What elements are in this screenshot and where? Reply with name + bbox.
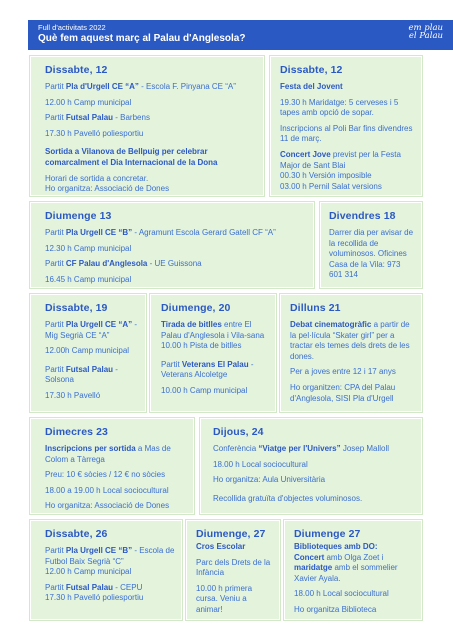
- event-line: Conferència “Viatge per l'Univers” Josep Malloll: [213, 444, 390, 453]
- event-line: Concert Jove previst per la Festa Major de Sant Blai: [280, 149, 401, 170]
- event-card-sun27-cross: [186, 520, 280, 620]
- event-organizer: Ho organitzen: CPA del Palau d'Anglesola, SISI Pla d'Urgell: [290, 382, 396, 403]
- event-line: Per a joves entre 12 i 17 anys: [290, 367, 396, 377]
- event-line: Inscripcions per sortida a Mas de Colom a Tàrrega: [45, 444, 171, 464]
- event-time: Horari de sortida a concretar.: [45, 173, 149, 183]
- event-line: Recollida gratuïta d'objectes voluminosos.: [213, 493, 363, 503]
- event-line: Partit Pla Urgell CE “B” - Escola de Futbol Baix Segrià “C”: [45, 546, 175, 566]
- event-title: Festa del Jovent: [280, 82, 343, 91]
- event-time: 12.00 h Camp municipal: [45, 97, 132, 107]
- card-heading: Dissabte, 12: [280, 64, 343, 76]
- card-heading: Diumenge, 20: [161, 302, 231, 314]
- event-card-wed23: [30, 418, 194, 514]
- event-time: 16.45 h Camp municipal: [45, 274, 132, 284]
- event-line: Parc dels Drets de la Infància: [196, 557, 271, 578]
- card-heading: Dissabte, 12: [45, 64, 108, 76]
- event-time: 18.00 h Local sociocultural: [294, 589, 389, 599]
- logo-line-1: em plau: [408, 23, 443, 33]
- event-line: Tirada de bitlles entre El Palau d'Anglesola i Vila-sana: [161, 320, 265, 340]
- event-time: 17.30 h Pavelló poliesportiu: [45, 593, 144, 603]
- card-heading: Dissabte, 26: [45, 528, 108, 540]
- card-heading: Dijous, 24: [213, 426, 264, 438]
- card-heading: Dimecres 23: [45, 426, 108, 438]
- event-organizer: Ho organitza Biblioteca: [294, 604, 377, 614]
- event-card-sat19: [30, 294, 146, 412]
- event-time: 17.30 h Pavelló poliesportiu: [45, 128, 144, 138]
- event-card-fri18: [320, 202, 422, 288]
- event-card-sat26: [30, 520, 182, 620]
- card-heading: Diumenge 13: [45, 210, 112, 222]
- event-price: Preu: 10 € sòcies / 12 € no sòcies: [45, 470, 166, 480]
- event-organizer: Ho organitza: Aula Universitària: [213, 475, 326, 485]
- card-heading: Dissabte, 19: [45, 302, 108, 314]
- event-line: Concert amb Olga Zoet i maridatge amb el sommelier Xavier Ayala.: [294, 552, 398, 583]
- event-line: Darrer dia per avisar de la recollida de voluminosos. Oficines Casa de la Vila: 973 601 314: [329, 228, 414, 280]
- event-line: Partit Futsal Palau - Solsona: [45, 364, 118, 385]
- event-organizer: Ho organitza: Associació de Dones: [45, 184, 170, 194]
- event-card-thu24: [200, 418, 422, 514]
- logo-line-2: el Palau: [408, 31, 443, 41]
- event-line: Partit Veterans El Palau - Veterans Alcoletge: [161, 359, 254, 380]
- event-title: Cros Escolar: [196, 542, 246, 551]
- event-line: Partit Pla d'Urgell CE “A” - Escola F. Pinyana CE “A”: [45, 82, 236, 91]
- event-line: Partit Pla Urgell CE “B” - Agramunt Escola Gerard Gatell CF “A”: [45, 228, 276, 237]
- header-subtitle: Full d'activitats 2022: [38, 23, 106, 32]
- event-line: 19.30 h Maridatge: 5 cerveses i 5 tapes amb opció de sopar.: [280, 97, 399, 118]
- event-organizer: Ho organitza: Associació de Dones: [45, 501, 170, 511]
- event-time: 00.30 h Versión imposible: [280, 171, 372, 181]
- event-card-sun27-library: [284, 520, 422, 620]
- event-title: Biblioteques amb DO:: [294, 542, 378, 551]
- event-time: 18.00 h Local sociocultural: [213, 459, 308, 469]
- event-card-sun20: [150, 294, 276, 412]
- event-time: 10.00 h primera cursa. Veniu a animar!: [196, 583, 253, 614]
- card-heading: Dilluns 21: [290, 302, 341, 314]
- event-time: 03.00 h Pernil Salat versions: [280, 181, 382, 191]
- event-line: Partit Pla Urgell CE “A” - Mig Segrià CE “A”: [45, 320, 138, 340]
- event-line: Inscripcions al Poli Bar fins divendres 11 de març.: [280, 123, 413, 144]
- page-header: [28, 20, 453, 50]
- event-card-sun13: [30, 202, 314, 288]
- event-card-sat12-youth: [270, 56, 422, 196]
- event-time: 10.00 h Camp municipal: [161, 385, 248, 395]
- event-line: Partit CF Palau d'Anglesola - UE Guissona: [45, 259, 202, 269]
- card-heading: Diumenge 27: [294, 528, 361, 540]
- event-time: 12.00h Camp municipal: [45, 346, 130, 356]
- card-heading: Diumenge, 27: [196, 528, 266, 540]
- event-line: Partit Futsal Palau - CEPU: [45, 582, 143, 592]
- event-time: 17.30 h Pavelló: [45, 390, 101, 400]
- brand-logo: [409, 24, 444, 40]
- card-heading: Divendres 18: [329, 210, 396, 222]
- event-time: 18.00 a 19.00 h Local sociocultural: [45, 485, 169, 495]
- event-line: Debat cinematogràfic a partir de la pel·lícula “Skater girl” per a tractar els temes dels drets de les dones.: [290, 320, 410, 361]
- event-time: 10.00 h Pista de bitlles: [161, 341, 242, 351]
- event-card-sat12-sports: [30, 56, 264, 196]
- event-line: Partit Futsal Palau - Barbens: [45, 113, 150, 123]
- event-time: 12.30 h Camp municipal: [45, 243, 132, 253]
- event-time: 12.00 h Camp municipal: [45, 567, 132, 577]
- header-title: Què fem aquest març al Palau d'Anglesola?: [38, 33, 246, 44]
- event-title: Sortida a Vilanova de Bellpuig per celebrar comarcalment el Dia Internacional de la Dona: [45, 147, 218, 167]
- event-card-mon21: [280, 294, 422, 412]
